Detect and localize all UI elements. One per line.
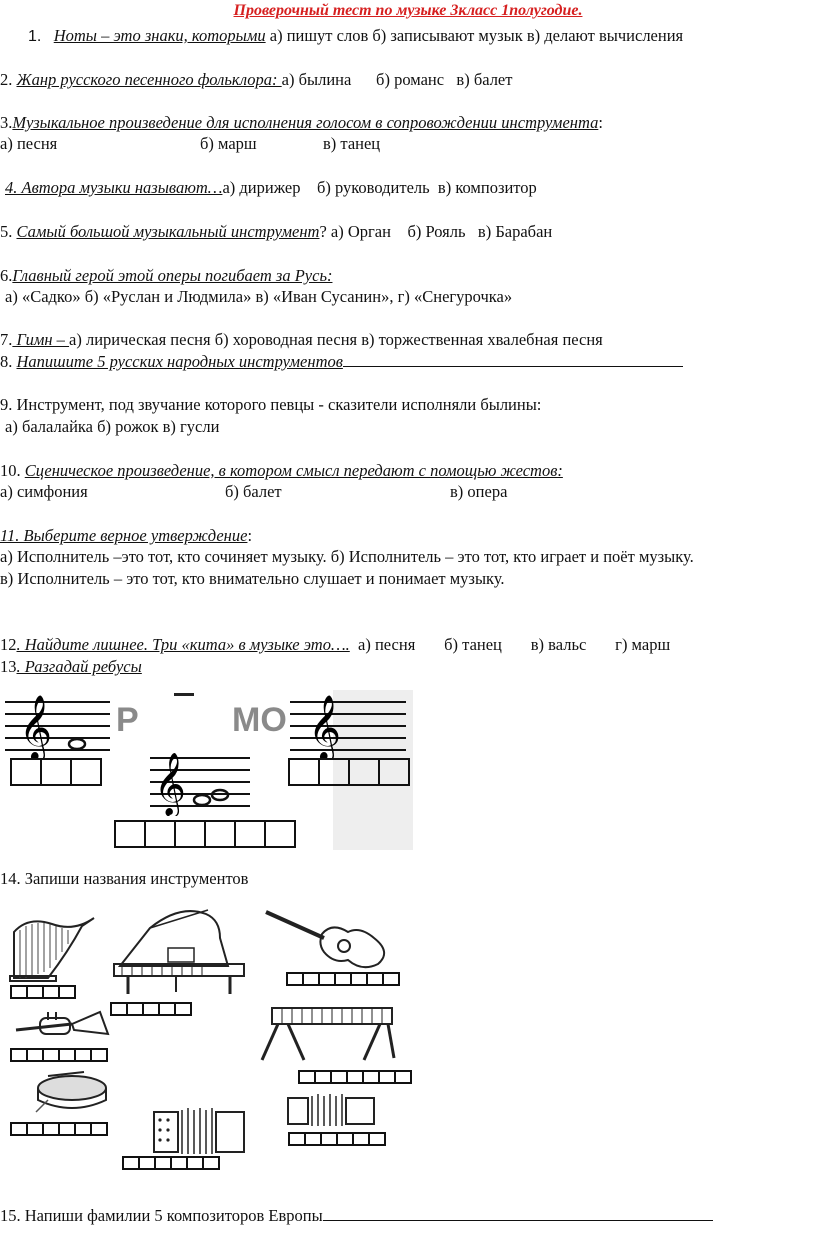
test-title: Проверочный тест по музыке 3класс 1полугодие.	[233, 2, 583, 19]
trumpet-answer-boxes[interactable]	[12, 1048, 108, 1062]
treble-clef-icon: 𝄞	[308, 695, 342, 760]
question-options: ? а) Орган б) Рояль в) Барабан	[319, 222, 553, 241]
accordion-1-answer-boxes[interactable]	[124, 1156, 220, 1170]
question-options: а) былина б) романс в) балет	[281, 70, 513, 89]
question-number: 3.	[0, 113, 13, 132]
question-number: 7.	[0, 330, 13, 349]
rebus-letters-mo: МО	[232, 701, 287, 739]
guitar-answer-boxes[interactable]	[288, 972, 400, 986]
rebus-letter-r: Р	[116, 701, 139, 739]
question-number: 8.	[0, 352, 13, 371]
question-2	[0, 70, 512, 90]
question-5	[0, 222, 552, 242]
trumpet-icon	[12, 1006, 112, 1048]
piano-answer-boxes[interactable]	[112, 1002, 192, 1016]
synthesizer-icon	[258, 1002, 398, 1064]
accordion-2-answer-boxes[interactable]	[290, 1132, 386, 1146]
question-4	[5, 178, 537, 198]
question-13	[0, 657, 142, 677]
question-prompt: Напишите 5 русских народных инструментов	[16, 352, 343, 371]
question-14: 14. Запиши названия инструментов	[0, 869, 249, 888]
question-11-line-2: в) Исполнитель – это тот, кто внимательно слушает и понимает музыку.	[0, 569, 505, 588]
question-prompt: Главный герой этой оперы погибает за Русь:	[12, 266, 333, 285]
question-options: а) дирижер б) руководитель в) композитор	[222, 178, 537, 197]
question-number: 12	[0, 635, 17, 654]
question-11	[0, 526, 252, 546]
question-prompt: Самый большой музыкальный инструмент	[16, 222, 320, 241]
answer-line[interactable]	[323, 1206, 713, 1221]
treble-clef-icon: 𝄞	[19, 695, 53, 760]
punctuation: :	[247, 526, 253, 545]
harp-icon	[8, 912, 100, 982]
question-prompt: . Разгадай ребусы	[16, 657, 142, 676]
question-8	[0, 352, 683, 372]
whole-note	[194, 795, 210, 805]
rebus-staff-3	[290, 690, 410, 760]
question-3	[0, 113, 603, 133]
question-1	[28, 26, 683, 47]
treble-clef-icon: 𝄞	[154, 752, 186, 815]
question-number: 6.	[0, 266, 13, 285]
question-number: 1.	[28, 28, 42, 45]
question-options: а) пишут слов б) записывают музык в) делают вычисления	[269, 26, 684, 45]
question-10	[0, 461, 563, 481]
accordion-icon	[284, 1090, 380, 1132]
question-options: а) лирическая песня б) хороводная песня в) торжественная хвалебная песня	[69, 330, 603, 349]
question-number: 10.	[0, 461, 21, 480]
question-7	[0, 330, 603, 350]
accordion-icon	[150, 1104, 250, 1156]
question-number: 2.	[0, 70, 13, 89]
question-9: 9. Инструмент, под звучание которого певцы - сказители исполняли былины:	[0, 395, 542, 414]
option-b: б) балет	[225, 482, 282, 501]
question-prompt: Жанр русского песенного фольклора:	[16, 70, 282, 89]
punctuation: :	[598, 113, 603, 132]
option-a: а) симфония	[0, 482, 88, 501]
guitar-icon	[262, 908, 398, 970]
rebus-dash	[174, 693, 194, 696]
option-c: в) танец	[323, 134, 381, 153]
whole-note	[69, 739, 85, 749]
grand-piano-icon	[110, 908, 250, 998]
question-9-options: а) балалайка б) рожок в) гусли	[5, 417, 220, 436]
answer-line[interactable]	[343, 352, 683, 367]
question-prompt: Сценическое произведение, в котором смысл передают с помощью жестов:	[24, 461, 563, 480]
rebus-staff-1	[5, 690, 115, 760]
question-prompt: Ноты – это знаки, которыми	[53, 26, 266, 45]
question-10-options	[0, 482, 508, 502]
question-number: 13	[0, 657, 17, 676]
question-options: а) песня б) танец в) вальс г) марш	[349, 635, 671, 654]
question-text: 15. Напиши фамилии 5 композиторов Европы	[0, 1206, 323, 1225]
question-15	[0, 1206, 713, 1226]
question-11-line-1: а) Исполнитель –это тот, кто сочиняет музыку. б) Исполнитель – это тот, кто играет и поёт музыку.	[0, 547, 694, 566]
option-b: б) марш	[200, 134, 257, 153]
question-prompt: . Найдите лишнее. Три «кита» в музыке это….	[16, 635, 350, 654]
synthesizer-answer-boxes[interactable]	[300, 1070, 412, 1084]
harp-answer-boxes[interactable]	[12, 985, 76, 999]
question-prompt: 4. Автора музыки называют…	[5, 178, 223, 197]
rebus-staff-2	[150, 750, 260, 816]
rebus-2-answer-boxes[interactable]	[116, 820, 296, 848]
rebus-3-answer-boxes[interactable]	[290, 758, 410, 786]
question-number: 5.	[0, 222, 13, 241]
option-a: а) песня	[0, 134, 58, 153]
option-c: в) опера	[450, 482, 508, 501]
question-prompt: Гимн –	[12, 330, 70, 349]
question-6-options: а) «Садко» б) «Руслан и Людмила» в) «Иван Сусанин», г) «Снегурочка»	[5, 287, 513, 306]
question-6	[0, 266, 332, 286]
question-prompt: 11. Выберите верное утверждение	[0, 526, 248, 545]
drum-icon	[28, 1070, 118, 1120]
question-3-options	[0, 134, 381, 154]
question-prompt: Музыкальное произведение для исполнения голосом в сопровождении инструмента	[12, 113, 599, 132]
drum-answer-boxes[interactable]	[12, 1122, 108, 1136]
question-12	[0, 635, 670, 655]
rebus-1-answer-boxes[interactable]	[12, 758, 102, 786]
